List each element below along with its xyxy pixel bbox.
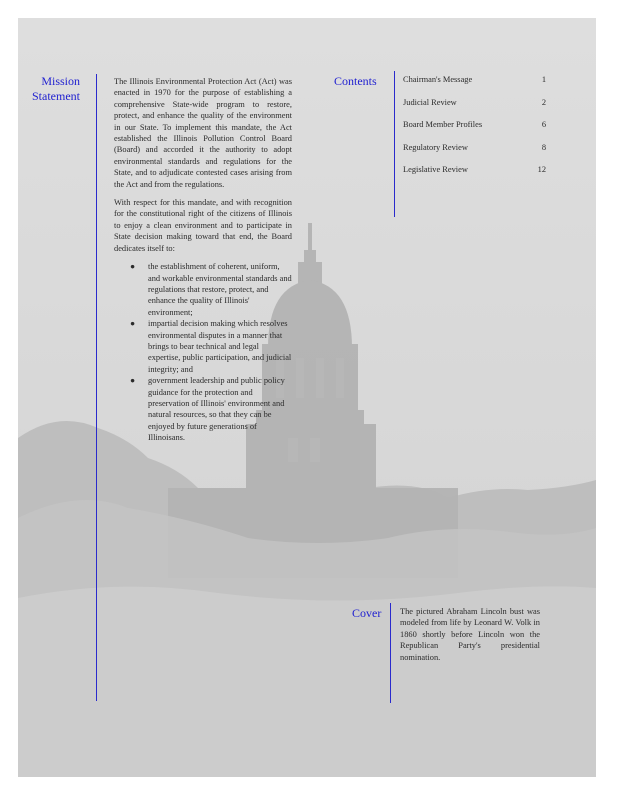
- toc-entry-page: 6: [541, 120, 546, 129]
- table-of-contents: [403, 75, 546, 188]
- mission-paragraph-1: The Illinois Environmental Protection Act (Act) was enacted in 1970 for the purpose of establishing a comprehensive State-wide program to restore, protect, and enhance the quality of the environment in our State. To implement this mandate, the Act established the Illinois Pollution Control Board (Board) and accorded it the authority to adopt environmental standards and regulations for the State, and to adjudicate contested cases arising from the Act and from the regulations.: [114, 77, 292, 189]
- toc-entry-page: 12: [537, 165, 546, 174]
- cover-caption: The pictured Abraham Lincoln bust was modeled from life by Leonard W. Volk in 1860 shortly before Lincoln won the Republican Party's presidential nomination.: [400, 607, 540, 662]
- toc-entry[interactable]: [403, 98, 546, 121]
- toc-entry-title: Chairman's Message: [403, 75, 473, 84]
- list-item: [114, 318, 292, 375]
- list-item: [114, 261, 292, 318]
- toc-entry-title: Legislative Review: [403, 165, 468, 174]
- bullet-text: impartial decision making which resolves environmental disputes in a manner that brings to bear technical and legal expertise, public participation, and judicial integrity; and: [148, 319, 292, 374]
- bullet-text: government leadership and public policy guidance for the protection and preservation of Illinois' environment and natural resources, so that they can be enjoyed by future generations of Illinoisans.: [148, 376, 285, 443]
- toc-entry-page: 8: [541, 142, 546, 152]
- bullet-text: the establishment of coherent, uniform, and workable environmental standards and regulations that restore, protect, and enhance the quality of Illinois' environment;: [148, 262, 292, 317]
- contents-heading: Contents: [334, 74, 377, 88]
- mission-bullet-list: [114, 261, 292, 444]
- toc-entry[interactable]: [403, 143, 546, 166]
- list-item: [114, 375, 292, 443]
- toc-entry[interactable]: [403, 120, 546, 143]
- toc-entry-title: Board Member Profiles: [403, 120, 483, 129]
- mission-paragraph-2: With respect for this mandate, and with recognition for the constitutional right of the citizens of Illinois to enjoy a clean environment and to participate in State decision making toward that end, the Board dedicates itself to:: [114, 198, 292, 253]
- toc-entry-page: 1: [541, 75, 546, 84]
- contents-divider: [394, 71, 395, 217]
- toc-entry-page: 2: [541, 97, 546, 107]
- toc-entry-title: Judicial Review: [403, 97, 457, 107]
- cover-heading: Cover: [352, 606, 382, 620]
- bullet-icon: ●: [130, 262, 136, 272]
- toc-entry[interactable]: [403, 75, 546, 98]
- bullet-icon: ●: [130, 376, 136, 386]
- mission-statement-heading: Mission Statement: [32, 74, 80, 103]
- toc-entry-title: Regulatory Review: [403, 142, 468, 152]
- toc-entry[interactable]: [403, 165, 546, 188]
- mission-divider: [96, 74, 97, 701]
- mission-body: [114, 76, 292, 444]
- document-page: [18, 18, 596, 777]
- cover-divider: [390, 603, 391, 703]
- bullet-icon: ●: [130, 319, 136, 329]
